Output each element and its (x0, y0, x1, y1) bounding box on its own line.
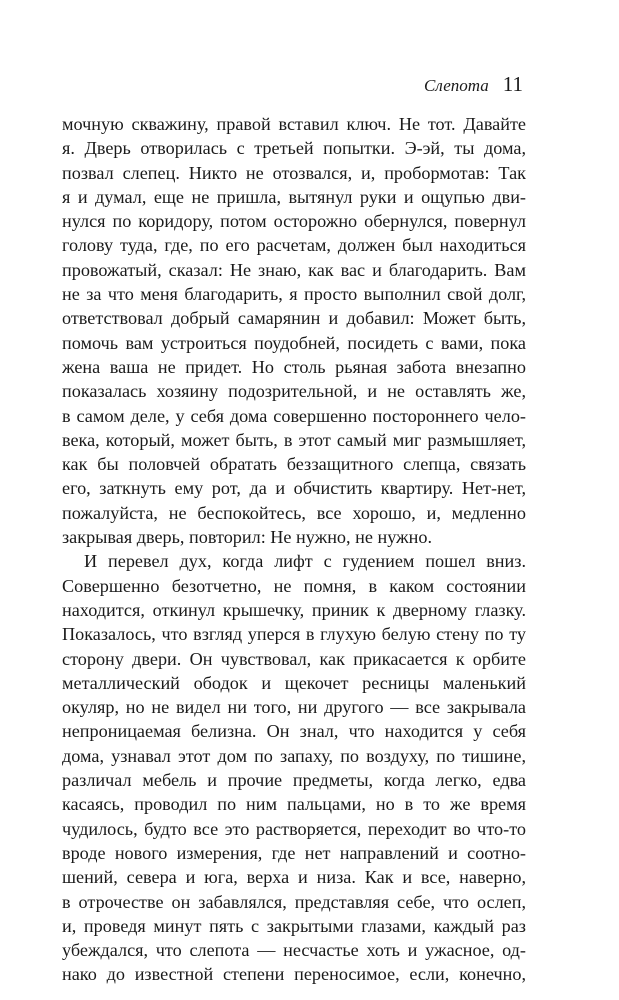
paragraph (62, 549, 526, 986)
running-title: Слепота (424, 76, 489, 95)
text-line: и, проведя минут пять с закрытыми глазами, каждый раз (62, 915, 526, 936)
text-line: жена ваша не придет. Но столь рьяная забота внезапно (62, 356, 526, 377)
text-line: пожалуйста, не беспокойтесь, все хорошо, и, медленно (62, 502, 526, 523)
text-line: века, который, может быть, в этот самый миг размышляет, (62, 429, 526, 450)
text-line: вроде нового измерения, где нет направлений и соотно- (62, 842, 526, 863)
running-header (424, 72, 523, 97)
text-line: ответствовал добрый самарянин и добавил: Может быть, (62, 308, 526, 329)
text-line: Показалось, что взгляд уперся в глухую белую стену по ту (62, 624, 526, 645)
text-line: помочь вам устроиться поудобней, посидеть с вами, пока (62, 332, 526, 353)
text-line: находится, откинул крышечку, приник к дверному глазку. (62, 599, 526, 620)
text-line: нулся по коридору, потом осторожно обернулся, повернул (62, 211, 526, 232)
text-line: его, заткнуть ему рот, да и обчистить квартиру. Нет-нет, (62, 478, 526, 499)
text-line: как бы половчей обратать беззащитного слепца, связать (62, 454, 526, 475)
text-line: непроницаемая белизна. Он знал, что находится у себя (62, 721, 526, 742)
text-line: в отрочестве он забавлялся, представляя себе, что ослеп, (62, 891, 526, 912)
text-line: закрывая дверь, повторил: Не нужно, не нужно. (62, 527, 433, 548)
text-line: убеждался, что слепота — несчастье хоть и ужасное, од- (62, 940, 526, 961)
text-line: не за что меня благодарить, я просто выполнил свой долг, (62, 284, 526, 305)
text-line: провожатый, сказал: Не знаю, как вас и благодарить. Вам (62, 259, 526, 280)
text-line: металлический ободок и щекочет ресницы маленький (62, 672, 526, 693)
body-text (62, 112, 526, 987)
text-line: показалась хозяину подозрительной, и не оставлять же, (62, 381, 526, 402)
text-line: чудилось, будто все это растворяется, переходит во что-то (62, 818, 526, 839)
text-line: позвал слепец. Никто не отозвался, и, пробормотав: Так (62, 162, 526, 183)
text-line: касаясь, проводил по ним пальцами, но в то же время (62, 794, 526, 815)
text-line: я и думал, еще не пришла, вытянул руки и ощупью дви- (62, 186, 526, 207)
text-line: я. Дверь отворилась с третьей попытки. Э-эй, ты дома, (62, 138, 526, 159)
text-line: различал мебель и прочие предметы, когда легко, едва (62, 770, 526, 791)
text-line: мочную скважину, правой вставил ключ. Не тот. Давайте (62, 114, 526, 134)
text-line: голову туда, где, по его расчетам, должен был находиться (62, 235, 526, 256)
text-line: сторону двери. Он чувствовал, как прикасается к орбите (62, 648, 526, 669)
text-line: И перевел дух, когда лифт с гудением пошел вниз. (84, 551, 526, 572)
text-line: дома, узнавал этот дом по запаху, по воздуху, по тишине, (62, 745, 526, 766)
text-line: в самом деле, у себя дома совершенно постороннего чело- (62, 405, 526, 426)
text-line: Совершенно безотчетно, не помня, в каком состоянии (62, 575, 526, 596)
page-number: 11 (502, 72, 523, 96)
text-line: шений, севера и юга, верха и низа. Как и все, наверно, (62, 867, 526, 888)
text-line: нако до известной степени переносимое, если, конечно, (62, 964, 526, 985)
text-line: окуляр, но не видел ни того, ни другого — все закрывала (62, 697, 526, 718)
paragraph (62, 112, 526, 549)
